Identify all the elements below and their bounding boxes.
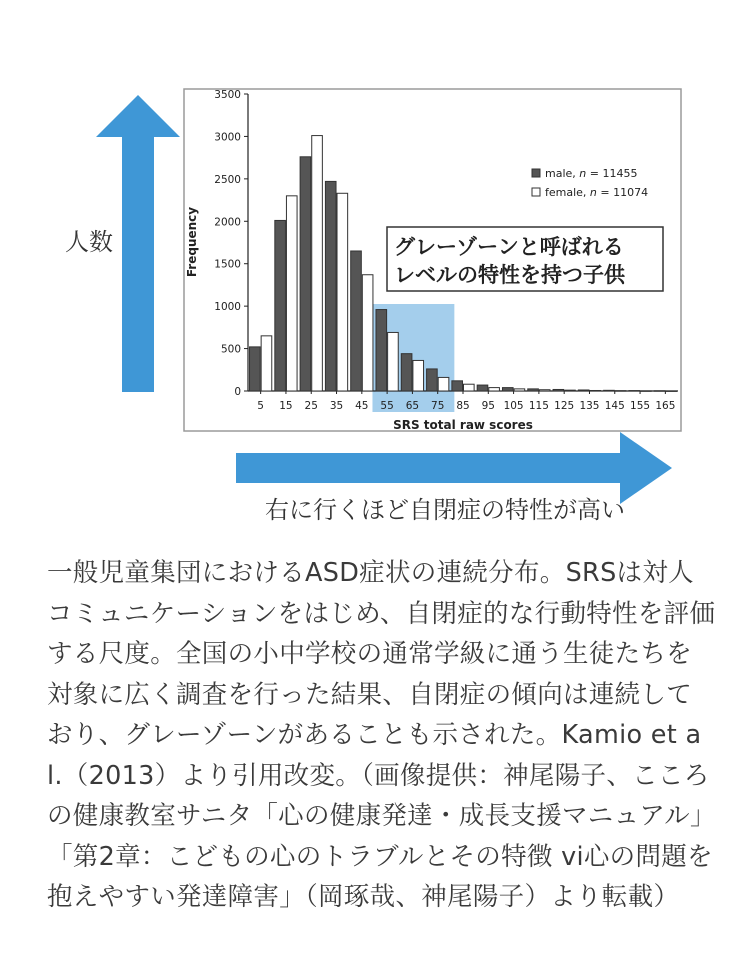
x-tick-label: 75 [431,400,445,412]
x-tick-label: 35 [329,400,344,412]
annotation-line-2: レベルの特性を持つ子供 [394,263,625,287]
y-tick-label: 3000 [214,131,241,144]
y-tick-label: 0 [234,386,241,398]
bar-male [629,391,640,392]
x-tick-label: 15 [279,400,293,412]
bar-female [615,391,626,392]
y-tick-label: 2000 [214,216,241,229]
bar-female [539,390,550,391]
x-tick-label: 45 [355,400,369,412]
bar-male [502,388,513,391]
x-tick-label: 85 [456,400,470,412]
bar-female [565,390,576,391]
bar-male [578,390,589,391]
bar-female [337,193,348,391]
bar-male [300,157,311,391]
bar-female [312,136,323,391]
legend-label-female: female, n = 11074 [545,186,649,199]
x-arrow-shape [236,432,672,504]
x-tick-label: 65 [405,400,420,412]
bar-female [590,390,601,391]
x-tick-label: 105 [503,400,524,412]
y-tick-label: 3500 [214,89,241,101]
bar-female [388,332,399,391]
bar-female [413,360,424,391]
bar-female [438,377,449,391]
bar-male [477,385,488,391]
bar-male [250,347,261,391]
legend-swatch-male [532,169,540,177]
bar-male [325,181,336,391]
bar-female [666,391,677,392]
bar-male [654,391,665,392]
x-tick-label: 115 [528,400,549,412]
y-axis-title: Frequency [185,206,199,278]
x-tick-label: 125 [554,400,575,412]
bar-male [351,251,362,391]
y-arrow-label: 人数 [65,228,113,256]
bar-male [275,220,286,391]
annotation-line-1: グレーゾーンと呼ばれる [394,235,624,259]
legend-item-male [532,167,637,180]
bar-female [261,336,272,391]
x-axis-title: SRS total raw scores [393,418,533,432]
y-tick-label: 1500 [214,258,241,271]
bar-female [464,384,475,391]
bar-female [641,391,652,392]
x-tick-label: 5 [257,400,264,412]
x-tick-label: 145 [604,400,625,412]
bar-male [553,389,564,391]
legend-swatch-female [532,188,540,196]
y-tick-label: 500 [220,343,241,356]
x-arrow [236,432,672,504]
bar-male [452,381,463,391]
x-tick-label: 95 [481,400,495,412]
x-arrow-label: 右に行くほど自閉症の特性が高い [265,496,625,524]
x-tick-label: 155 [630,400,651,412]
bar-female [286,196,297,391]
annotation [387,227,663,291]
x-tick-label: 165 [655,400,676,412]
legend-item-female [532,186,648,199]
x-tick-label: 25 [304,400,318,412]
y-tick-label: 1000 [214,301,241,314]
bar-male [376,310,387,391]
x-tick-label: 55 [380,400,394,412]
caption: 一般児童集団におけるASD症状の連続分布。SRSは対人コミュニケーションをはじめ、自閉症的な行動特性を評価する尺度。全国の小中学校の通常学級に通う生徒たちを対象に広く調査を行った結果、自閉症の傾向は連続しており、グレーゾーンがあることも示された。Kamio et al.（2013）より引用改変。（画像提供：神尾陽子、こころの健康教室サニタ「心の健康発達・成長支援マニュアル」「第2章：こどもの心のトラブルとその特徴 vi心の問題を抱えやすい発達障害」（岡琢哉、神尾陽子）より転載） [47,558,716,912]
bar-female [362,275,373,391]
bar-male [427,369,438,391]
y-tick-label: 2500 [214,173,241,186]
x-tick-label: 135 [579,400,600,412]
bar-female [514,389,525,391]
bar-male [401,354,412,391]
bar-female [489,388,500,391]
bar-male [528,389,539,391]
bar-male [604,390,615,391]
legend-label-male: male, n = 11455 [545,167,638,180]
